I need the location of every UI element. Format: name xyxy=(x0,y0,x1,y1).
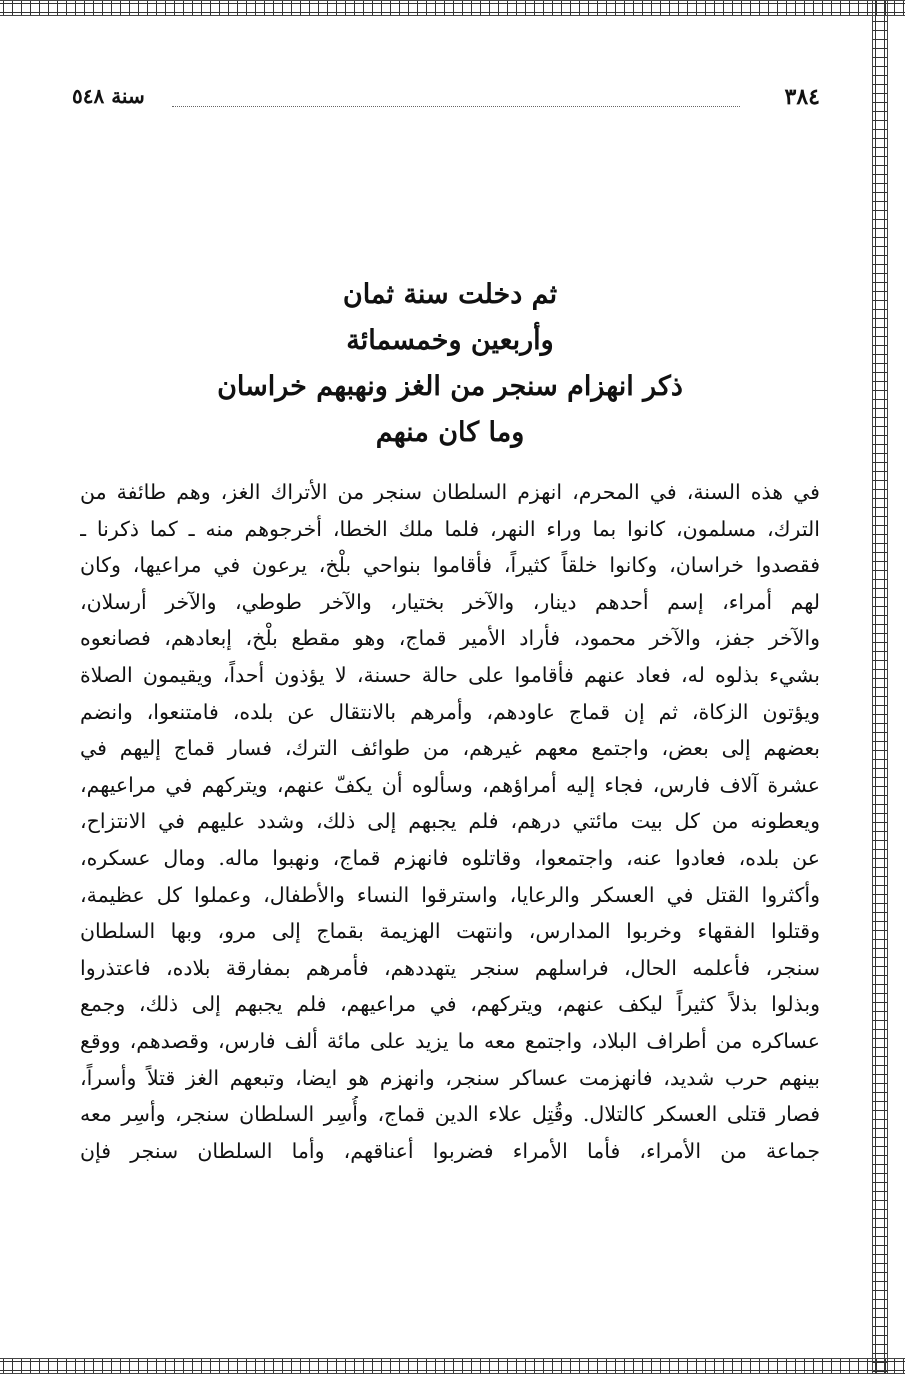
text-line: وبذلوا بذلاً كثيراً ليكف عنهم، ويتركهم، في مراعيهم، فلم يجبهم إلى ذلك، وجمع xyxy=(80,992,820,1017)
text-line: عن بلده، فعادوا عنه، واجتمعوا، وقاتلوه فانهزم قماج، ونهبوا ماله. ومال عسكره، xyxy=(80,845,820,870)
text-line: الترك، مسلمون، كانوا بما وراء النهر، فلما ملك الخطا، أخرجوهم منه ـ كما ذكرنا ـ xyxy=(80,516,820,541)
text-line: في هذه السنة، في المحرم، انهزم السلطان سنجر من الأتراك الغز، وهم طائفة من xyxy=(80,480,820,504)
text-line: بشيء بذلوه له، فعاد عنهم فأقاموا على حالة حسنة، لا يؤذون أحداً، ويقيمون الصلاة xyxy=(80,662,820,687)
text-line: سنجر، فأعلمه الحال، فراسلهم سنجر يتهددهم، فأمرهم بمفارقة بلاده، فاعتذروا xyxy=(80,955,820,980)
text-line: فقصدوا خراسان، وكانوا خلقاً كثيراً، فأقاموا بنواحي بلْخ، يرعون في مراعيها، وكان xyxy=(80,553,820,578)
text-line: عساكره من أطراف البلاد، واجتمع معه ما يزيد على مائة ألف فارس، وقصدهم، ووقع xyxy=(80,1028,820,1053)
top-ornamental-border xyxy=(0,0,905,16)
text-line: وأكثروا القتل في العسكر والرعايا، واسترقوا النساء والأطفال، وعملوا كل عظيمة، xyxy=(80,882,820,907)
text-line: ويعطونه من كل بيت مائتي درهم، فلم يجبهم إلى ذلك، وشدد عليهم في الانتزاح، xyxy=(80,809,820,834)
text-line: بينهم حرب شديد، فانهزمت عساكر سنجر، وانهزم هو ايضا، وتبعهم الغز قتلاً وأسراً، xyxy=(80,1065,820,1090)
text-line: فصار قتلى العسكر كالتلال. وقُتِل علاء الدين قماج، وأُسِر السلطان سنجر، وأسِر معه xyxy=(80,1102,820,1127)
page-number: ٣٨٤ xyxy=(784,84,820,110)
text-line: وقتلوا الفقهاء وخربوا المدارس، وانتهت الهزيمة بقماج إلى مرو، وبها السلطان xyxy=(80,919,820,944)
text-line: ويؤتون الزكاة، ثم إن قماج عاودهم، وأمرهم بالانتقال عن بلده، فامتنعوا، وانضم xyxy=(80,699,820,724)
header-dotted-rule xyxy=(172,106,740,107)
bottom-ornamental-border xyxy=(0,1358,905,1374)
text-line: بعضهم إلى بعض، واجتمع معهم غيرهم، من طوائف الترك، فسار قماج إليهم في xyxy=(80,736,820,761)
page-header xyxy=(72,84,820,116)
chapter-title-line: وأربعين وخمسمائة xyxy=(346,325,554,356)
text-line: جماعة من الأمراء، فأما الأمراء فضربوا أعناقهم، وأما السلطان سنجر فإن xyxy=(80,1138,820,1163)
text-line: والآخر جفز، والآخر محمود، فأراد الأمير قماج، وهو مقطع بلْخ، إبعادهم، فصانعوه xyxy=(80,626,820,651)
running-head: سنة ٥٤٨ xyxy=(72,84,145,108)
text-line: عشرة آلاف فارس، فجاء إليه أمراؤهم، وسألوه أن يكفّ عنهم، ويتركهم في مراعيهم، xyxy=(80,772,820,797)
chapter-titles xyxy=(80,272,820,456)
section-heading: ذكر انهزام سنجر من الغز ونهبهم خراسان xyxy=(217,371,683,402)
chapter-title-line: ثم دخلت سنة ثمان xyxy=(342,279,558,310)
section-heading: وما كان منهم xyxy=(375,417,525,448)
text-line: لهم أمراء، إسم أحدهم دينار، والآخر بختيار، والآخر طوطي، والآخر أرسلان، xyxy=(80,589,820,614)
body-text xyxy=(80,474,820,1169)
right-ornamental-border xyxy=(872,0,888,1374)
